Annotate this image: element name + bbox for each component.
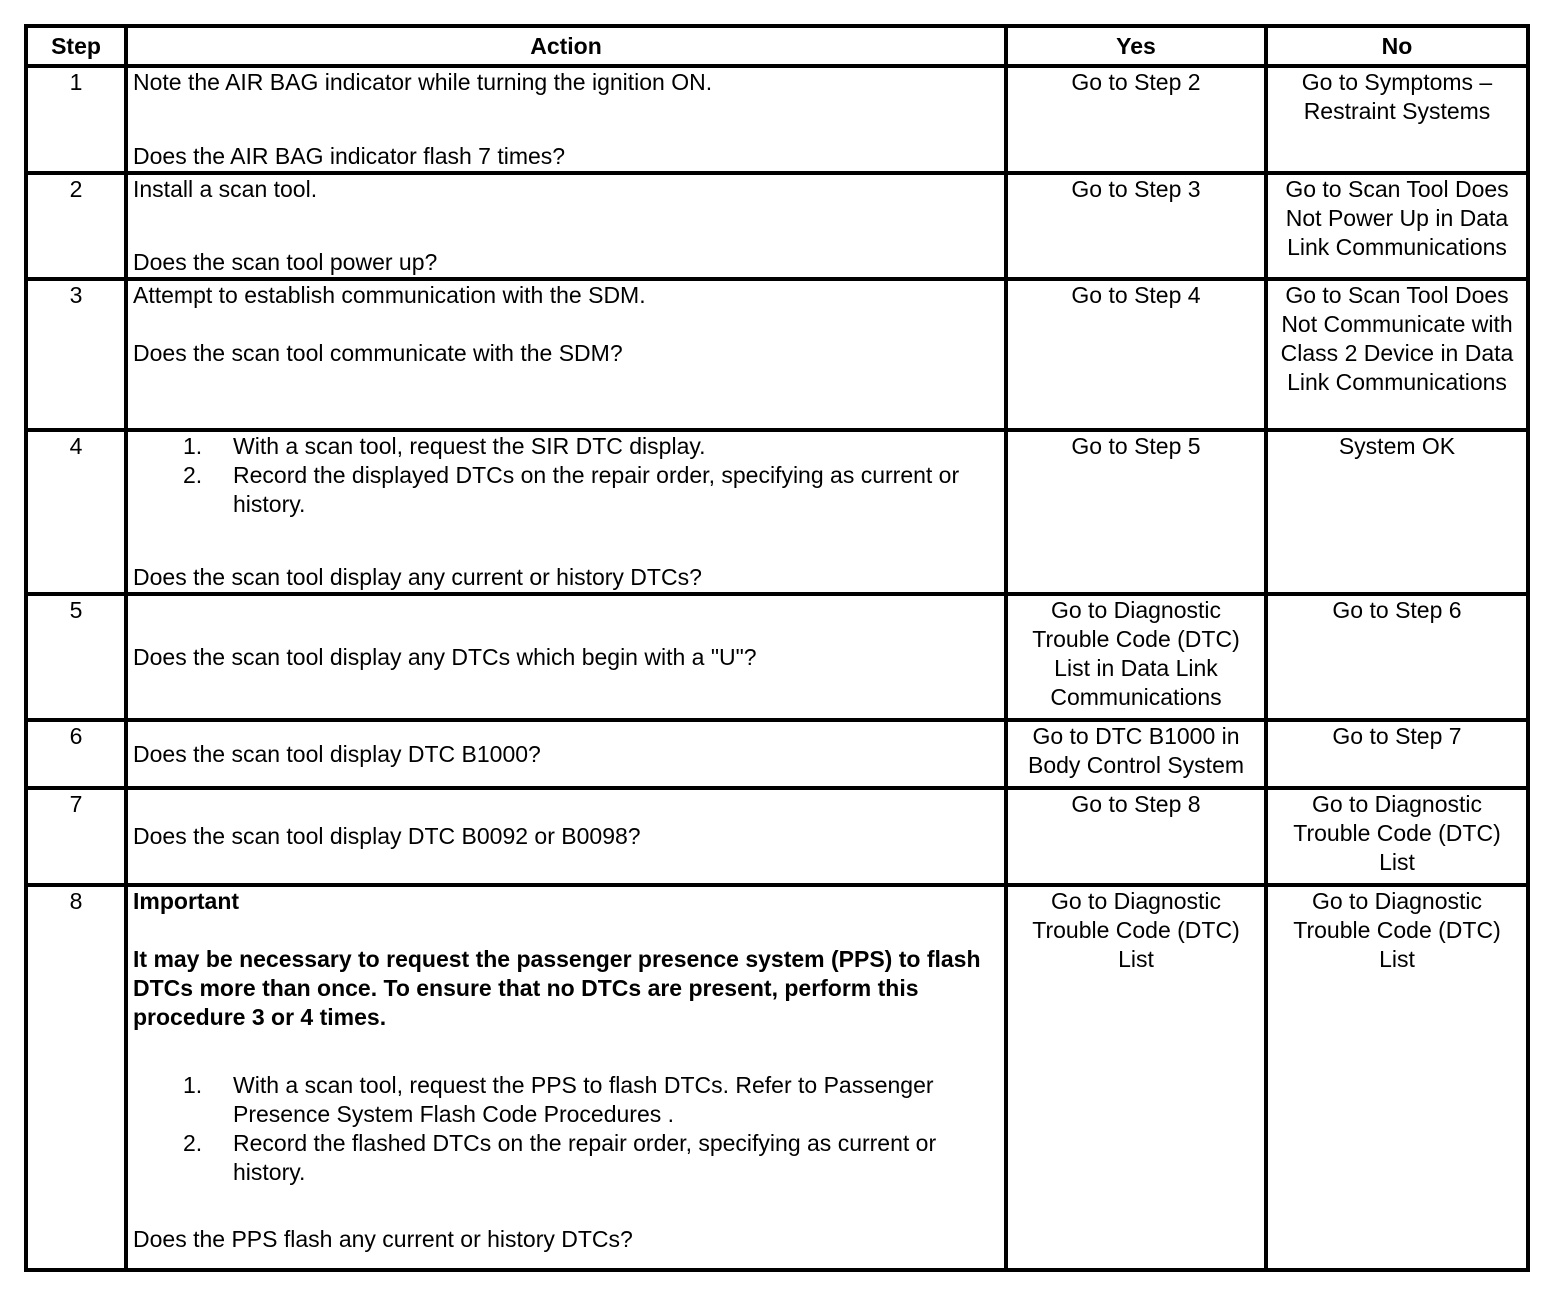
action-cell [126,720,1006,788]
list-number: 1. [183,433,203,459]
yes-result: Go to Step 3 [1006,173,1266,279]
no-result: Go to Symptoms – Restraint Systems [1266,66,1528,173]
action-question: Does the scan tool display DTC B0092 or B0098? [133,823,641,849]
procedure-list [133,432,999,519]
action-cell [126,279,1006,430]
action-cell [126,173,1006,279]
table-row [26,430,1528,594]
action-cell [126,788,1006,885]
table-row [26,788,1528,885]
header-no: No [1266,26,1528,66]
no-result: Go to Step 6 [1266,594,1528,720]
table-row [26,173,1528,279]
yes-result: Go to Step 8 [1006,788,1266,885]
yes-result: Go to DTC B1000 in Body Control System [1006,720,1266,788]
header-step: Step [26,26,126,66]
yes-result: Go to Diagnostic Trouble Code (DTC) List in Data Link Communications [1006,594,1266,720]
important-title: Important [133,888,240,914]
header-yes: Yes [1006,26,1266,66]
table-row [26,885,1528,1270]
action-question: Does the PPS flash any current or history DTCs? [133,1226,633,1252]
table-row [26,720,1528,788]
step-number: 3 [26,279,126,430]
list-number: 2. [183,1130,203,1156]
action-cell [126,66,1006,173]
step-number: 5 [26,594,126,720]
action-question: Does the scan tool communicate with the SDM? [133,340,623,366]
no-result: Go to Scan Tool Does Not Power Up in Data Link Communications [1266,173,1528,279]
step-number: 6 [26,720,126,788]
list-item [133,432,999,461]
list-text: With a scan tool, request the SIR DTC display. [233,433,706,459]
step-number: 7 [26,788,126,885]
no-result: Go to Diagnostic Trouble Code (DTC) List [1266,885,1528,1270]
action-cell [126,594,1006,720]
action-question: Does the scan tool display DTC B1000? [133,740,541,767]
step-number: 8 [26,885,126,1270]
action-question: Does the scan tool display any DTCs which begin with a "U"? [133,643,757,670]
important-note: It may be necessary to request the passenger presence system (PPS) to flash DTCs more than once. To ensure that no DTCs are present, perform this procedure 3 or 4 times. [133,946,981,1030]
list-item [133,461,999,519]
list-item [133,1071,999,1129]
yes-result: Go to Diagnostic Trouble Code (DTC) List [1006,885,1266,1270]
step-number: 1 [26,66,126,173]
list-item [133,1129,999,1187]
list-number: 2. [183,462,203,488]
action-instruction: Note the AIR BAG indicator while turning the ignition ON. [133,69,713,95]
table-row [26,66,1528,173]
table-row [26,594,1528,720]
step-number: 4 [26,430,126,594]
procedure-list [133,1071,999,1187]
list-text: Record the flashed DTCs on the repair order, specifying as current or history. [233,1130,937,1185]
no-result: Go to Diagnostic Trouble Code (DTC) List [1266,788,1528,885]
list-number: 1. [183,1072,203,1098]
list-text: Record the displayed DTCs on the repair order, specifying as current or history. [233,462,960,517]
step-number: 2 [26,173,126,279]
list-text: With a scan tool, request the PPS to flash DTCs. Refer to Passenger Presence System Flash Code Procedures . [233,1072,934,1127]
action-instruction: Attempt to establish communication with the SDM. [133,282,646,308]
table-row [26,279,1528,430]
yes-result: Go to Step 4 [1006,279,1266,430]
yes-result: Go to Step 5 [1006,430,1266,594]
action-question: Does the scan tool power up? [133,249,438,275]
no-result: Go to Step 7 [1266,720,1528,788]
action-instruction: Install a scan tool. [133,176,318,202]
action-question: Does the scan tool display any current or history DTCs? [133,564,702,590]
no-result: Go to Scan Tool Does Not Communicate with Class 2 Device in Data Link Communications [1266,279,1528,430]
action-question: Does the AIR BAG indicator flash 7 times? [133,143,566,169]
header-row [26,26,1528,66]
header-action: Action [126,26,1006,66]
action-cell [126,885,1006,1270]
no-result: System OK [1266,430,1528,594]
yes-result: Go to Step 2 [1006,66,1266,173]
action-cell [126,430,1006,594]
diagnostic-table [24,24,1530,1272]
